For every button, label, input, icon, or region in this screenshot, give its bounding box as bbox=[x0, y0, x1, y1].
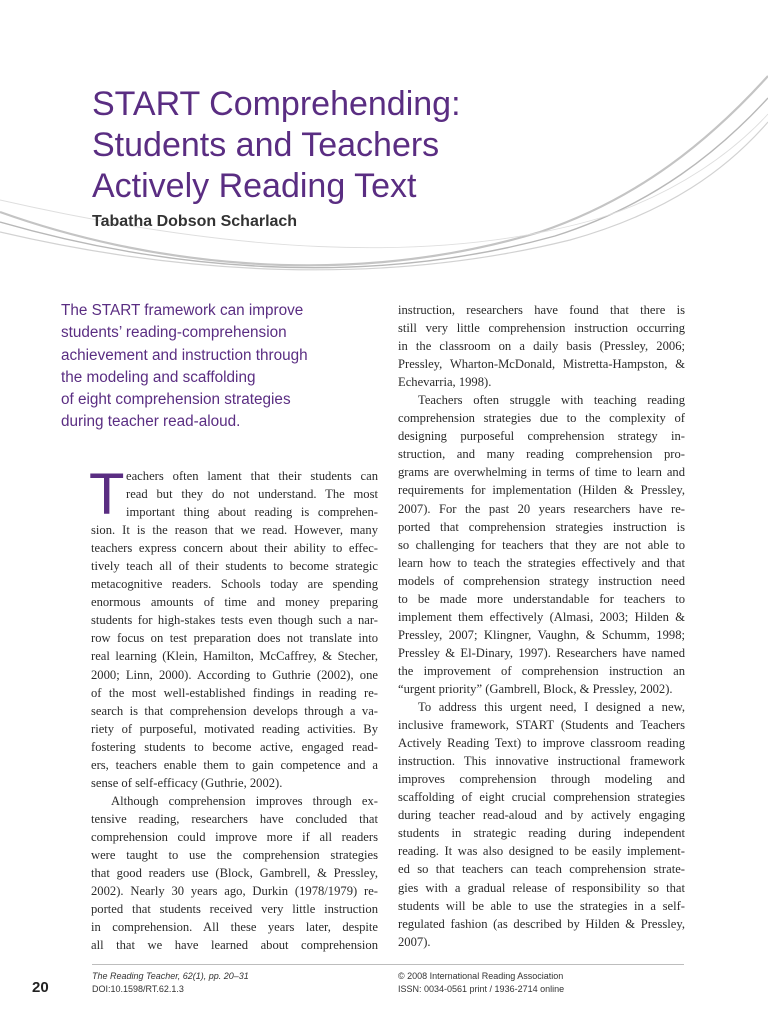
body-column-left bbox=[89, 462, 378, 954]
pull-quote-line: students’ reading-comprehension bbox=[61, 324, 287, 342]
body-line: still very little comprehension instruction occurring bbox=[398, 321, 685, 336]
body-line: Although comprehension improves through ex- bbox=[111, 793, 378, 808]
footer-divider bbox=[92, 964, 684, 965]
body-line: of the most well-established findings in reading re- bbox=[91, 685, 378, 700]
body-line: Pressley, Wharton-McDonald, Mistretta-Hampston, & bbox=[398, 357, 685, 372]
body-line: metacognitive readers. Schools today are spending bbox=[91, 577, 378, 592]
title-line: Actively Reading Text bbox=[92, 167, 417, 205]
title-line: START Comprehending: bbox=[92, 85, 461, 123]
body-line: to be made more understandable for teachers to bbox=[398, 591, 685, 606]
body-line: comprehension could improve more if all readers bbox=[91, 829, 378, 844]
body-line: so challenging for teachers that they are not able to bbox=[398, 537, 685, 552]
body-line: Actively Reading Text) to improve classroom reading bbox=[398, 736, 685, 751]
pull-quote-line: during teacher read-aloud. bbox=[61, 413, 241, 431]
body-line: sion. It is the reason that we read. However, many bbox=[91, 523, 378, 538]
body-line: Teachers often struggle with teaching reading bbox=[418, 393, 685, 408]
drop-cap: T bbox=[89, 462, 125, 527]
body-line: instruction, researchers have found that there is bbox=[398, 303, 685, 317]
body-line: tively teach all of their students to become strategic bbox=[91, 559, 378, 574]
body-line: models of comprehension strategy instruction need bbox=[398, 573, 685, 588]
body-line: fostering students to become active, engaged read- bbox=[91, 739, 378, 754]
body-line: regulated fashion (as described by Hilden & Pressley, bbox=[398, 916, 685, 931]
body-line: designing purposeful comprehension strategy in- bbox=[398, 429, 685, 444]
body-line: 2002). Nearly 30 years ago, Durkin (1978/1979) re- bbox=[91, 884, 378, 899]
author-name: Tabatha Dobson Scharlach bbox=[92, 213, 298, 230]
body-line: students for high-stakes tests even though such a nar- bbox=[91, 613, 378, 628]
journal-citation: The Reading Teacher, 62(1), pp. 20–31 bbox=[92, 971, 249, 981]
body-line: implement them effectively (Almasi, 2003; Hilden & bbox=[398, 609, 685, 624]
body-line: students will be able to use the strategies in a self- bbox=[398, 898, 685, 913]
body-line: grams are overwhelming in terms of time to learn and bbox=[398, 465, 685, 480]
body-line: real learning (Klein, Hamilton, McCaffrey, & Stecher, bbox=[91, 649, 378, 664]
body-line: 2007). bbox=[398, 934, 431, 949]
body-line: search is that comprehension develops through a va- bbox=[91, 703, 378, 718]
body-line: were taught to use the comprehension strategies bbox=[91, 847, 378, 862]
body-line: instruction. This innovative instructional framework bbox=[398, 754, 685, 769]
title-line: Students and Teachers bbox=[92, 126, 440, 164]
body-line: in the classroom on a daily basis (Pressley, 2006; bbox=[398, 339, 685, 354]
body-line: ed so that teachers can teach comprehension strate- bbox=[398, 862, 685, 877]
body-line: teachers express concern about their ability to effec- bbox=[91, 541, 378, 556]
body-line: struction, and many reading comprehension pro- bbox=[398, 447, 685, 462]
footer-copyright bbox=[398, 970, 564, 996]
body-line: Pressley & El-Dinary, 1997). Researchers have named bbox=[398, 645, 685, 660]
pull-quote bbox=[61, 300, 381, 434]
body-line: ported that comprehension strategies instruction is bbox=[398, 519, 685, 534]
body-line: scaffolding of eight crucial comprehension strategies bbox=[398, 790, 685, 805]
body-line: To address this urgent need, I designed a new, bbox=[418, 700, 685, 715]
copyright: © 2008 International Reading Association bbox=[398, 971, 564, 981]
body-line: tensive reading, researchers have concluded that bbox=[91, 811, 378, 826]
body-line: during teacher read-aloud and by actively engaging bbox=[398, 808, 685, 823]
pull-quote-line: The START framework can improve bbox=[61, 302, 304, 319]
body-line: “urgent priority” (Gambrell, Block, & Pressley, 2002). bbox=[398, 681, 673, 696]
article-title bbox=[92, 84, 692, 207]
pull-quote-line: the modeling and scaffolding bbox=[61, 368, 256, 386]
body-column-right bbox=[398, 301, 685, 951]
issn: ISSN: 0034-0561 print / 1936-2714 online bbox=[398, 984, 565, 994]
body-line: in comprehension. All these years later, despite bbox=[91, 920, 378, 935]
body-line: riety of purposeful, motivated reading activities. By bbox=[91, 721, 378, 736]
body-line: requirements for implementation (Hilden & Pressley, bbox=[398, 483, 685, 498]
body-line: Pressley, 2007; Klingner, Vaughn, & Schumm, 1998; bbox=[398, 627, 685, 642]
body-line: eachers often lament that their students can bbox=[126, 469, 378, 483]
body-line: 2007). For the past 20 years researchers have re- bbox=[398, 501, 685, 516]
body-line: ers, teachers enable them to gain competence and a bbox=[91, 757, 378, 772]
page-number: 20 bbox=[32, 979, 49, 996]
body-line: students in strategic reading during independent bbox=[398, 826, 685, 841]
body-line: all that we have learned about comprehension bbox=[91, 938, 378, 953]
body-line: comprehension strategies due to the complexity of bbox=[398, 411, 685, 426]
body-line: sense of self-efficacy (Guthrie, 2002). bbox=[91, 775, 283, 790]
body-line: that good readers use (Block, Gambrell, & Pressley, bbox=[91, 866, 378, 881]
doi: DOI:10.1598/RT.62.1.3 bbox=[92, 984, 184, 994]
body-line: reading. It was also designed to be easily implement- bbox=[398, 844, 685, 859]
body-line: enormous amounts of time and money preparing bbox=[91, 595, 378, 610]
body-line: gies with a gradual release of responsibility so that bbox=[398, 880, 685, 895]
body-line: row focus on test preparation does not translate into bbox=[91, 631, 378, 646]
body-line: improves comprehension through modeling and bbox=[398, 772, 685, 787]
footer-citation bbox=[92, 970, 249, 996]
body-line: the improvement of comprehension instruction an bbox=[398, 663, 685, 678]
body-line: important thing about reading is comprehen- bbox=[126, 505, 378, 520]
pull-quote-line: of eight comprehension strategies bbox=[61, 391, 291, 409]
body-line: Echevarria, 1998). bbox=[398, 375, 492, 390]
body-line: learn how to teach the strategies effectively and that bbox=[398, 555, 685, 570]
body-line: read but they do not understand. The most bbox=[126, 487, 378, 502]
pull-quote-line: achievement and instruction through bbox=[61, 346, 308, 364]
body-line: 2000; Linn, 2000). According to Guthrie (2002), one bbox=[91, 667, 378, 682]
body-line: inclusive framework, START (Students and Teachers bbox=[398, 718, 685, 733]
body-line: ported that students received very little instruction bbox=[91, 902, 378, 917]
